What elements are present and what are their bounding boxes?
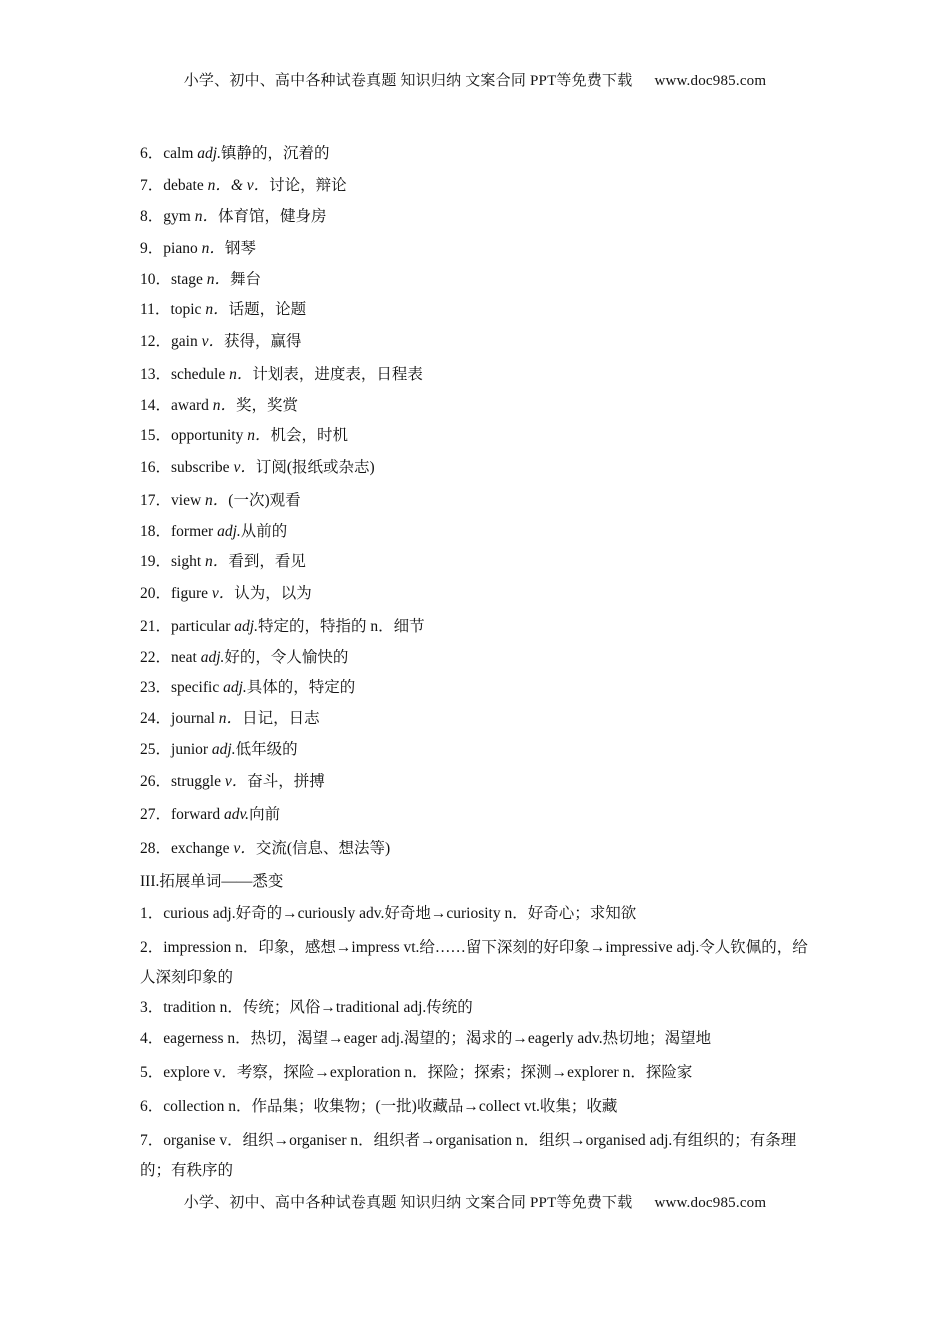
vocab-meaning: 订阅(报纸或杂志): [255, 459, 375, 476]
header-text: 小学、初中、高中各种试卷真题 知识归纳 文案合同 PPT等免费下载: [183, 73, 633, 89]
vocab-number: 23．: [140, 679, 172, 696]
vocab-item: [140, 839, 390, 859]
vocab-word: journal: [171, 710, 219, 727]
vocab-item: [140, 426, 348, 446]
vocab-pos: adj.: [197, 145, 221, 162]
vocab-number: 18．: [140, 523, 172, 540]
vocab-number: 27．: [140, 806, 172, 823]
vocab-item: [140, 648, 348, 668]
vocab-pos: n．: [205, 553, 229, 570]
vocab-word: gain: [171, 333, 202, 350]
vocab-item: [140, 522, 287, 542]
vocab-pos: n．: [212, 397, 237, 414]
vocab-pos: adv.: [223, 806, 250, 823]
vocab-item: [140, 740, 298, 760]
vocab-number: 21．: [140, 618, 172, 635]
vocab-pos: v．: [233, 459, 256, 476]
vocab-meaning: 舞台: [230, 271, 262, 288]
vocab-item: [140, 144, 329, 164]
vocab-word: topic: [170, 301, 206, 318]
vocab-word: debate: [163, 177, 208, 194]
vocab-word: former: [171, 523, 218, 540]
vocab-meaning: 看到，看见: [228, 553, 306, 570]
derivation-item: 4．eagerness n．热切，渴望→eager adj.渴望的；渴求的→eagerly adv.热切地；渴望地: [140, 1030, 712, 1047]
vocab-meaning: 讨论，辩论: [269, 177, 347, 194]
vocab-pos: adj.: [211, 741, 236, 758]
vocab-word: neat: [171, 649, 201, 666]
vocab-pos: v．: [211, 585, 235, 602]
vocab-number: 19．: [140, 553, 172, 570]
vocab-meaning: 奖，奖赏: [236, 397, 299, 414]
vocab-pos: adj.: [217, 523, 241, 540]
vocab-meaning: 计划表，进度表，日程表: [252, 366, 423, 383]
vocab-word: award: [171, 397, 213, 414]
vocab-meaning: 从前的: [240, 523, 288, 540]
vocab-item: [140, 176, 347, 196]
vocab-meaning: 具体的，特定的: [246, 679, 356, 696]
vocab-number: 17．: [140, 492, 172, 509]
vocab-word: struggle: [171, 773, 225, 790]
vocab-number: 12．: [140, 333, 172, 350]
vocab-meaning: 机会，时机: [270, 427, 349, 444]
vocab-pos: n．: [229, 366, 253, 383]
vocab-word: calm: [163, 145, 198, 162]
vocab-meaning: 交流(信息、想法等): [255, 840, 391, 857]
vocab-item: [140, 207, 326, 227]
derivation-item: 3．tradition n．传统；风俗→traditional adj.传统的: [140, 999, 473, 1016]
vocab-item: [140, 491, 301, 511]
footer-text: 小学、初中、高中各种试卷真题 知识归纳 文案合同 PPT等免费下载: [183, 1195, 633, 1211]
vocab-number: 11．: [140, 301, 171, 318]
vocab-word: subscribe: [171, 459, 234, 476]
vocab-item: [140, 270, 261, 290]
vocab-meaning: 镇静的，沉着的: [220, 145, 330, 162]
derivation-item: 2．impression n．印象，感想→impress vt.给……留下深刻的好印象→impressive adj.令人钦佩的，给人深刻印象的: [140, 939, 808, 986]
page-header: [0, 69, 950, 90]
derivation-item: 6．collection n．作品集；收集物；(一批)收藏品→collect vt.收集；收藏: [140, 1098, 618, 1115]
vocab-item: [140, 458, 375, 478]
vocab-pos: n．: [201, 240, 225, 257]
vocab-item: [140, 678, 355, 698]
vocab-number: 28．: [140, 840, 172, 857]
header-url: www.doc985.com: [654, 73, 767, 89]
vocab-item: [140, 617, 425, 637]
vocab-number: 10．: [140, 271, 172, 288]
vocab-word: sight: [171, 553, 206, 570]
vocab-meaning: 话题，论题: [228, 301, 307, 318]
vocab-word: gym: [163, 208, 195, 225]
vocab-number: 15．: [140, 427, 172, 444]
page-footer: [0, 1191, 950, 1212]
vocab-number: 14．: [140, 397, 172, 414]
vocab-pos: v．: [201, 333, 224, 350]
vocab-word: particular: [171, 618, 235, 635]
vocab-number: 20．: [140, 585, 172, 602]
vocab-item: [140, 805, 280, 825]
vocab-item: [140, 709, 320, 729]
vocab-meaning: 向前: [249, 806, 281, 823]
vocab-meaning: 低年级的: [235, 741, 298, 758]
vocab-pos: n．: [205, 301, 229, 318]
vocab-item: [140, 365, 423, 385]
vocab-meaning: 奋斗，拼搏: [247, 773, 325, 790]
vocab-meaning: 获得，赢得: [223, 333, 302, 350]
vocab-meaning: 好的，令人愉快的: [224, 649, 349, 666]
vocab-number: 22．: [140, 649, 172, 666]
vocab-word: schedule: [171, 366, 230, 383]
vocab-pos: n．: [247, 427, 271, 444]
vocab-item: [140, 300, 306, 320]
vocab-word: specific: [171, 679, 224, 696]
vocab-item: [140, 396, 298, 416]
vocab-word: exchange: [171, 840, 234, 857]
vocab-item: [140, 332, 301, 352]
vocab-number: 24．: [140, 710, 172, 727]
vocab-word: piano: [163, 240, 202, 257]
vocab-word: forward: [171, 806, 224, 823]
vocab-meaning: 钢琴: [224, 240, 256, 257]
vocab-number: 25．: [140, 741, 172, 758]
vocab-pos: n．: [194, 208, 218, 225]
vocab-meaning: (一次)观看: [228, 492, 301, 509]
section-title: III.拓展单词——悉变: [140, 873, 284, 890]
vocab-word: figure: [171, 585, 212, 602]
vocab-meaning: 认为，以为: [234, 585, 312, 602]
vocab-number: 8．: [140, 208, 164, 225]
derivation-item: 5．explore v．考察，探险→exploration n．探险；探索；探测→explorer n．探险家: [140, 1064, 693, 1081]
vocab-number: 7．: [140, 177, 164, 194]
vocab-pos: n．: [206, 271, 231, 288]
vocab-pos: n．& v．: [207, 177, 270, 194]
vocab-pos: adj.: [200, 649, 225, 666]
vocab-word: view: [171, 492, 206, 509]
vocab-number: 13．: [140, 366, 172, 383]
vocab-item: [140, 772, 325, 792]
vocab-meaning: 特定的，特指的 n．细节: [257, 618, 425, 635]
vocab-item: [140, 552, 306, 572]
footer-url: www.doc985.com: [654, 1195, 767, 1211]
vocab-number: 6．: [140, 145, 164, 162]
vocab-number: 9．: [140, 240, 164, 257]
vocab-pos: n．: [205, 492, 229, 509]
vocab-number: 16．: [140, 459, 172, 476]
vocab-item: [140, 584, 312, 604]
vocab-word: junior: [171, 741, 212, 758]
vocab-item: [140, 239, 256, 259]
vocab-pos: adj.: [223, 679, 247, 696]
derivation-item: 7．organise v．组织→organiser n．组织者→organisation n．组织→organised adj.有组织的；有条理的；有秩序的: [140, 1132, 797, 1179]
vocab-pos: n．: [218, 710, 243, 727]
vocab-pos: v．: [233, 840, 256, 857]
vocab-number: 26．: [140, 773, 172, 790]
vocab-pos: v．: [224, 773, 248, 790]
derivation-item: 1．curious adj.好奇的→curiously adv.好奇地→curiosity n．好奇心；求知欲: [140, 905, 637, 922]
vocab-word: stage: [171, 271, 207, 288]
vocab-meaning: 日记，日志: [242, 710, 320, 727]
vocab-pos: adj.: [234, 618, 258, 635]
vocab-meaning: 体育馆，健身房: [217, 208, 327, 225]
vocab-word: opportunity: [171, 427, 248, 444]
